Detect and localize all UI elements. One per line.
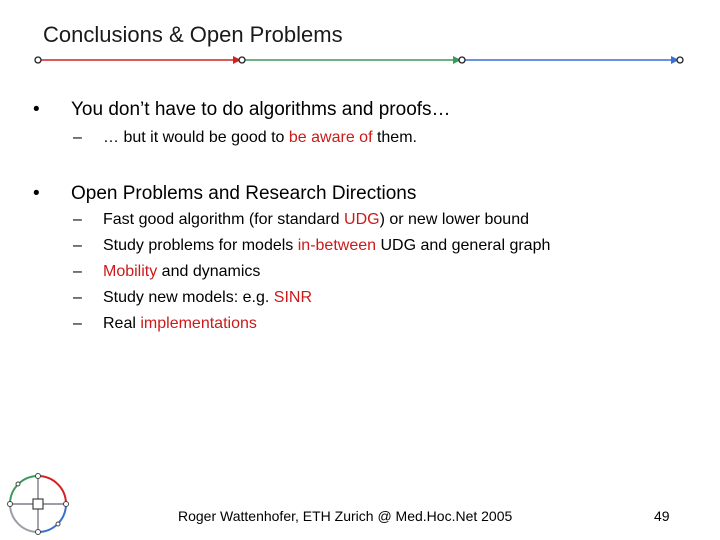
sub-bullet-text: UDG and general graph [376, 237, 551, 254]
logo-node [36, 530, 41, 535]
highlight-text: be aware of [288, 129, 373, 146]
footer-text: Roger Wattenhofer, ETH Zurich @ Med.Hoc.Net 2005 [178, 508, 513, 524]
sub-bullet-item [73, 315, 257, 333]
sub-bullet-marker: – [73, 289, 82, 306]
sub-bullet-marker: – [73, 211, 82, 228]
sub-bullet-item [73, 263, 260, 281]
bullet-marker: • [33, 99, 40, 120]
rule-node [677, 57, 683, 63]
rule-node [459, 57, 465, 63]
highlight-text: in-between [297, 237, 377, 254]
rule-node [239, 57, 245, 63]
sub-bullet-item [73, 211, 529, 229]
page-number: 49 [654, 508, 670, 524]
sub-bullet-text: Real [103, 315, 141, 332]
sub-bullet-item [73, 289, 312, 307]
highlight-text: SINR [273, 289, 312, 306]
sub-bullet-marker: – [73, 129, 82, 146]
sub-bullet-item [73, 129, 417, 147]
rule-node [35, 57, 41, 63]
logo-node [64, 502, 69, 507]
logo-node [56, 522, 60, 526]
logo-node [16, 482, 20, 486]
sub-bullet-marker: – [73, 237, 82, 254]
highlight-text: Mobility [103, 263, 158, 280]
logo-center [33, 499, 43, 509]
title-rule [30, 50, 690, 70]
eth-network-logo [4, 472, 72, 536]
bullet-item [33, 99, 451, 121]
sub-bullet-text: them. [372, 129, 417, 146]
bullet-item [33, 183, 416, 205]
sub-bullet-text: … but it would be good to [103, 129, 289, 146]
logo-node [8, 502, 13, 507]
bullet-text: You don’t have to do algorithms and proofs… [71, 99, 451, 120]
sub-bullet-text: and dynamics [157, 263, 261, 280]
sub-bullet-marker: – [73, 315, 82, 332]
sub-bullet-text: Fast good algorithm (for standard [103, 211, 345, 228]
highlight-text: UDG [344, 211, 380, 228]
bullet-marker: • [33, 183, 40, 204]
highlight-text: implementations [140, 315, 257, 332]
sub-bullet-text: Study new models: e.g. [103, 289, 274, 306]
slide-title: Conclusions & Open Problems [43, 22, 343, 47]
sub-bullet-marker: – [73, 263, 82, 280]
bullet-text: Open Problems and Research Directions [71, 183, 417, 204]
sub-bullet-item [73, 237, 550, 255]
logo-node [36, 474, 41, 479]
sub-bullet-text: ) or new lower bound [379, 211, 529, 228]
sub-bullet-text: Study problems for models [103, 237, 298, 254]
